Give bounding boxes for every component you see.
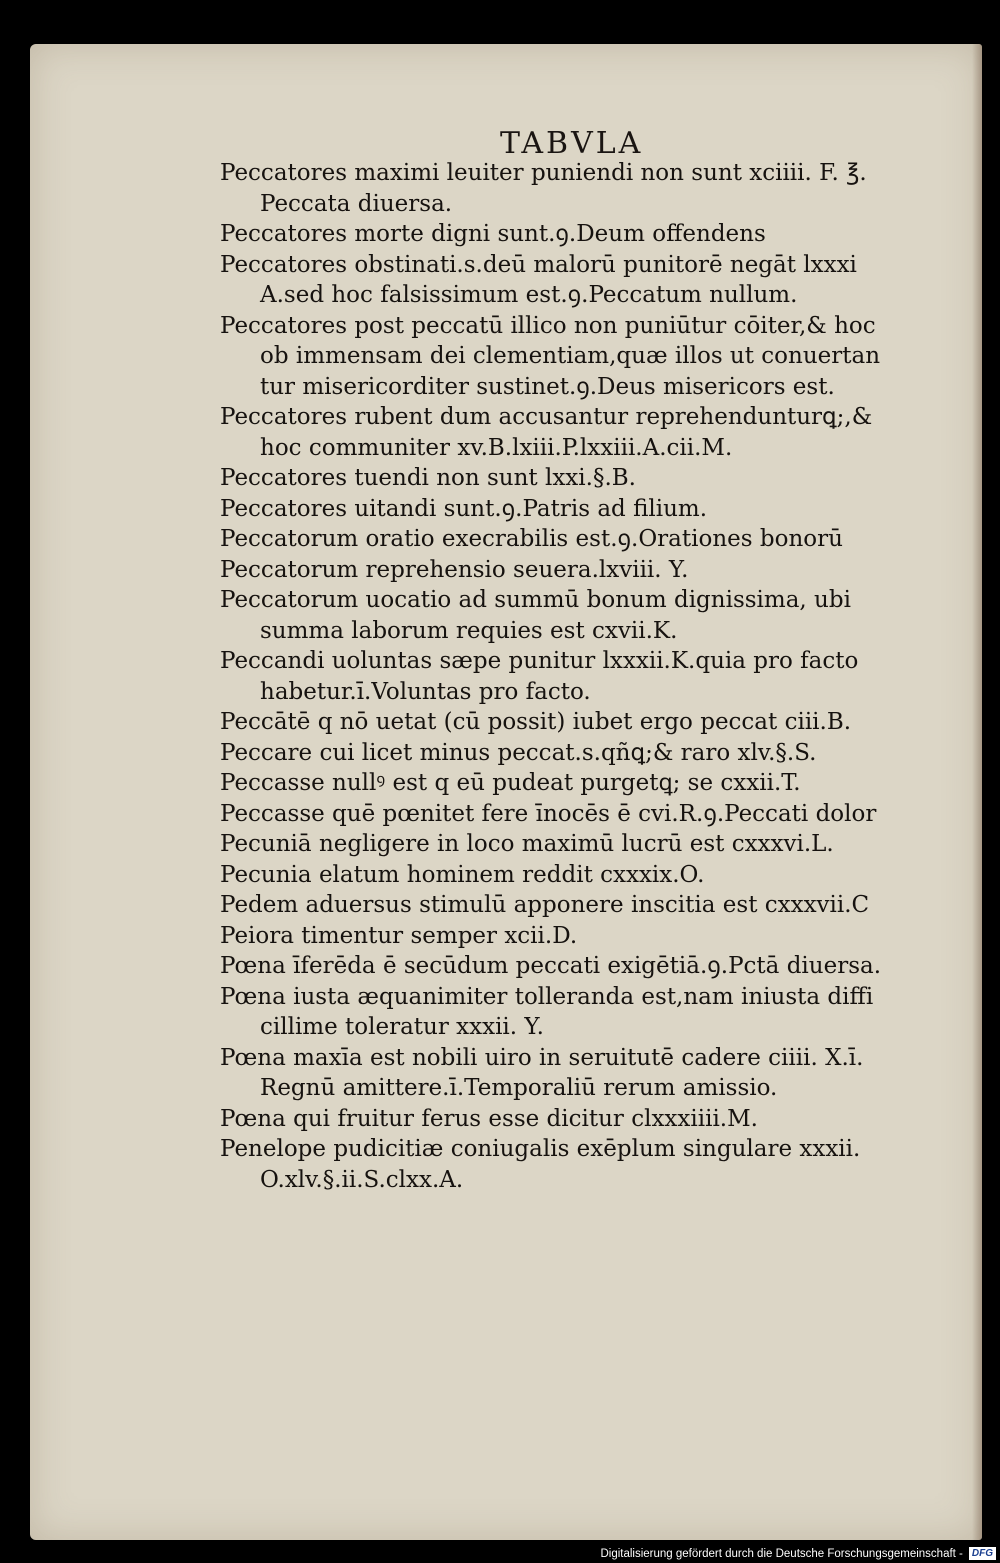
index-entry-line: Pœna maxīa est nobili uiro in seruitutē cadere ciiii. X.ī. (220, 1044, 864, 1071)
index-entry-line: Peccatores maximi leuiter puniendi non sunt xciiii. F. ℥. (220, 160, 867, 186)
index-entry-line: Peccasse nullꝰ est q eū pudeat purgetꝗ; se cxxii.T. (220, 770, 801, 796)
index-entry-continuation: cillime toleratur xxxii. Y. (260, 1014, 544, 1040)
index-entry (220, 219, 965, 250)
index-entry-continuation: ob immensam dei clementiam,quæ illos ut conuertan (260, 343, 881, 369)
index-entry-line: Peccatorum oratio execrabilis est.ꝯ.Orationes bonorū (220, 526, 843, 552)
index-entry-continuation: tur misericorditer sustinet.ꝯ.Deus misericors est. (260, 373, 835, 400)
running-title: TABVLA (500, 126, 644, 161)
index-entry (220, 768, 965, 799)
index-entry (220, 738, 965, 769)
index-entry-continuation: summa laborum requies est cxvii.K. (260, 617, 678, 644)
index-entry-list (220, 158, 965, 1195)
index-entry-line: Peccatores tuendi non sunt lxxi.§.B. (220, 465, 636, 491)
index-entry (220, 402, 965, 463)
index-entry-line: Peccatores morte digni sunt.ꝯ.Deum offendens (220, 221, 766, 247)
index-entry-line: Peccātē q nō uetat (cū possit) iubet ergo peccat ciii.B. (220, 709, 852, 735)
index-entry-continuation: O.xlv.§.ii.S.clxx.A. (260, 1166, 464, 1193)
index-entry-line: Peiora timentur semper xcii.D. (220, 922, 578, 949)
index-entry (220, 707, 965, 738)
index-entry (220, 463, 965, 494)
index-entry (220, 311, 965, 403)
index-entry (220, 829, 965, 860)
index-entry (220, 890, 965, 921)
index-entry-line: Peccandi uoluntas sæpe punitur lxxxii.K.quia pro facto (220, 648, 859, 674)
index-entry (220, 524, 965, 555)
index-entry-continuation: A.sed hoc falsissimum est.ꝯ.Peccatum nullum. (260, 282, 798, 308)
index-entry (220, 585, 965, 646)
index-entry-line: Pœna īferēda ē secūdum peccati exigētiā.ꝯ.Pctā diuersa. (220, 953, 882, 979)
index-entry (220, 250, 965, 311)
digitization-credit-text: Digitalisierung gefördert durch die Deutsche Forschungsgemeinschaft - (600, 1547, 963, 1560)
index-entry-line: Peccasse quē pœnitet fere īnocēs ē cvi.R.ꝯ.Peccati dolor (220, 800, 877, 827)
index-entry (220, 494, 965, 525)
index-entry-line: Peccare cui licet minus peccat.s.qñꝗ;& raro xlv.§.S. (220, 739, 817, 766)
book-page (30, 44, 982, 1540)
index-entry (220, 860, 965, 891)
index-entry-line: Peccatorum uocatio ad summū bonum dignissima, ubi (220, 587, 851, 613)
index-entry-continuation: hoc communiter xv.B.lxiii.P.lxxiii.A.cii.M. (260, 434, 733, 461)
index-entry-line: Pedem aduersus stimulū apponere inscitia est cxxxvii.C (220, 892, 870, 918)
index-entry-continuation: habetur.ī.Voluntas pro facto. (260, 678, 591, 705)
index-entry (220, 158, 965, 219)
index-entry (220, 1043, 965, 1104)
dfg-logo: DFG (969, 1547, 996, 1560)
page-edge-shadow (972, 44, 982, 1540)
index-entry-line: Pœna iusta æquanimiter tolleranda est,nam iniusta diffi (220, 983, 874, 1010)
index-entry (220, 982, 965, 1043)
index-entry (220, 921, 965, 952)
index-entry-continuation: Regnū amittere.ī.Temporaliū rerum amissio. (260, 1075, 778, 1101)
index-entry-line: Pœna qui fruitur ferus esse dicitur clxxxiiii.M. (220, 1105, 758, 1132)
index-entry (220, 1104, 965, 1135)
index-entry-line: Peccatores post peccatū illico non puniūtur cōiter,& hoc (220, 312, 876, 339)
index-entry (220, 799, 965, 830)
index-entry (220, 646, 965, 707)
digitization-credit-bar (600, 1544, 1000, 1563)
index-entry (220, 555, 965, 586)
index-entry-line: Penelope pudicitiæ coniugalis exēplum singulare xxxii. (220, 1136, 861, 1162)
index-entry-line: Peccatores rubent dum accusantur reprehendunturꝗ;,& (220, 404, 873, 430)
index-entry-line: Peccatorum reprehensio seuera.lxviii. Y. (220, 556, 689, 583)
index-entry (220, 951, 965, 982)
index-entry (220, 1134, 965, 1195)
index-entry-line: Peccatores uitandi sunt.ꝯ.Patris ad filium. (220, 495, 708, 522)
index-entry-continuation: Peccata diuersa. (260, 190, 453, 217)
index-entry-line: Pecunia elatum hominem reddit cxxxix.O. (220, 861, 705, 888)
index-entry-line: Peccatores obstinati.s.deū malorū punitorē negāt lxxxi (220, 251, 857, 278)
index-entry-line: Pecuniā negligere in loco maximū lucrū est cxxxvi.L. (220, 831, 834, 857)
